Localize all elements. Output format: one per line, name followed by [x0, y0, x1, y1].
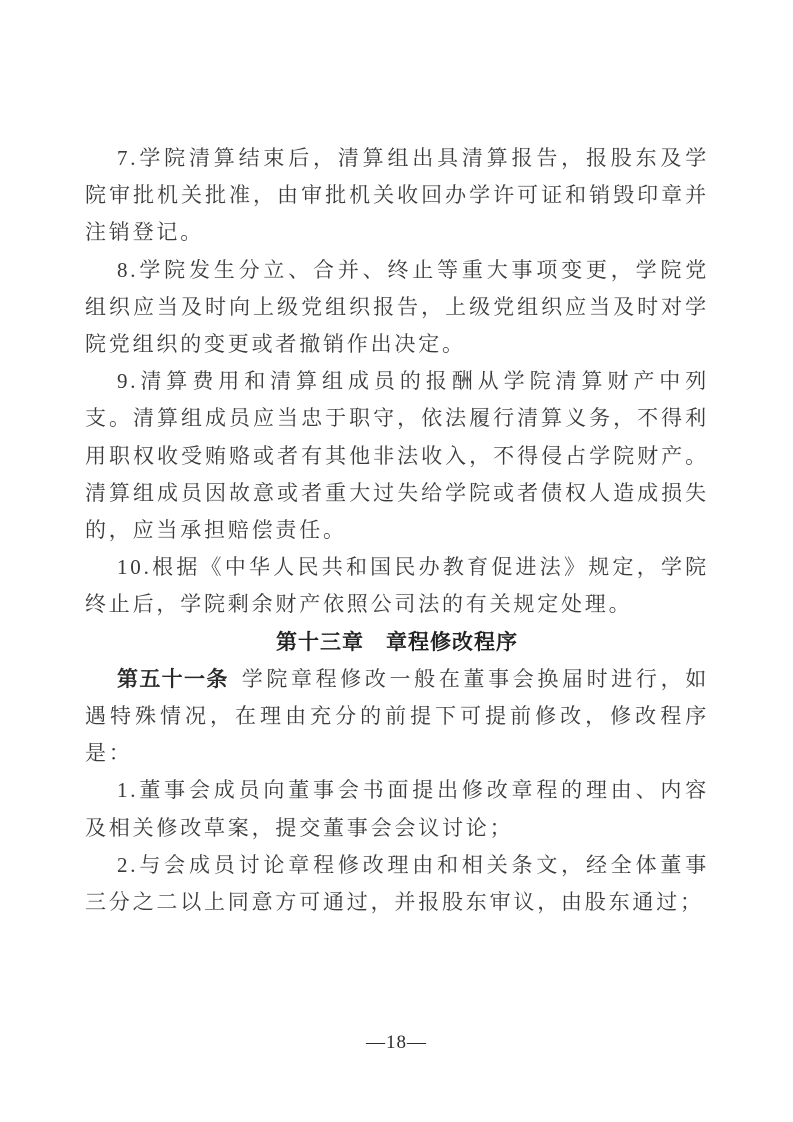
- chapter-13-heading: 第十三章 章程修改程序: [276, 630, 518, 654]
- paragraph-clause-9: 9.清算费用和清算组成员的报酬从学院清算财产中列支。清算组成员应当忠于职守，依法履行清算义务，不得利用职权收受贿赂或者有其他非法收入，不得侵占学院财产。清算组成员因故意或者重大过失给学院或者债权人造成损失的，应当承担赔偿责任。: [85, 369, 709, 543]
- article-51-paragraph: [85, 661, 709, 773]
- page-number: —18—: [366, 1032, 427, 1053]
- paragraph-clause-8: 8.学院发生分立、合并、终止等重大事项变更，学院党组织应当及时向上级党组织报告，上级党组织应当及时对学院党组织的变更或者撤销作出决定。: [85, 257, 709, 357]
- article-51-text: 学院章程修改一般在董事会换届时进行，如遇特殊情况，在理由充分的前提下可提前修改，修改程序是：: [85, 666, 710, 766]
- article-51-label: 第五十一条: [117, 666, 229, 691]
- procedure-item-2: 2.与会成员讨论章程修改理由和相关条文，经全体董事三分之二以上同意方可通过，并报股东审议，由股东通过；: [85, 852, 709, 915]
- paragraph-clause-7: 7.学院清算结束后，清算组出具清算报告，报股东及学院审批机关批准，由审批机关收回办学许可证和销毁印章并注销登记。: [85, 146, 709, 245]
- paragraph-clause-10: 10.根据《中华人民共和国民办教育促进法》规定，学院终止后，学院剩余财产依照公司法的有关规定处理。: [85, 555, 709, 617]
- procedure-item-1: 1.董事会成员向董事会书面提出修改章程的理由、内容及相关修改草案，提交董事会会议讨论；: [85, 778, 709, 840]
- document-body: [85, 140, 709, 921]
